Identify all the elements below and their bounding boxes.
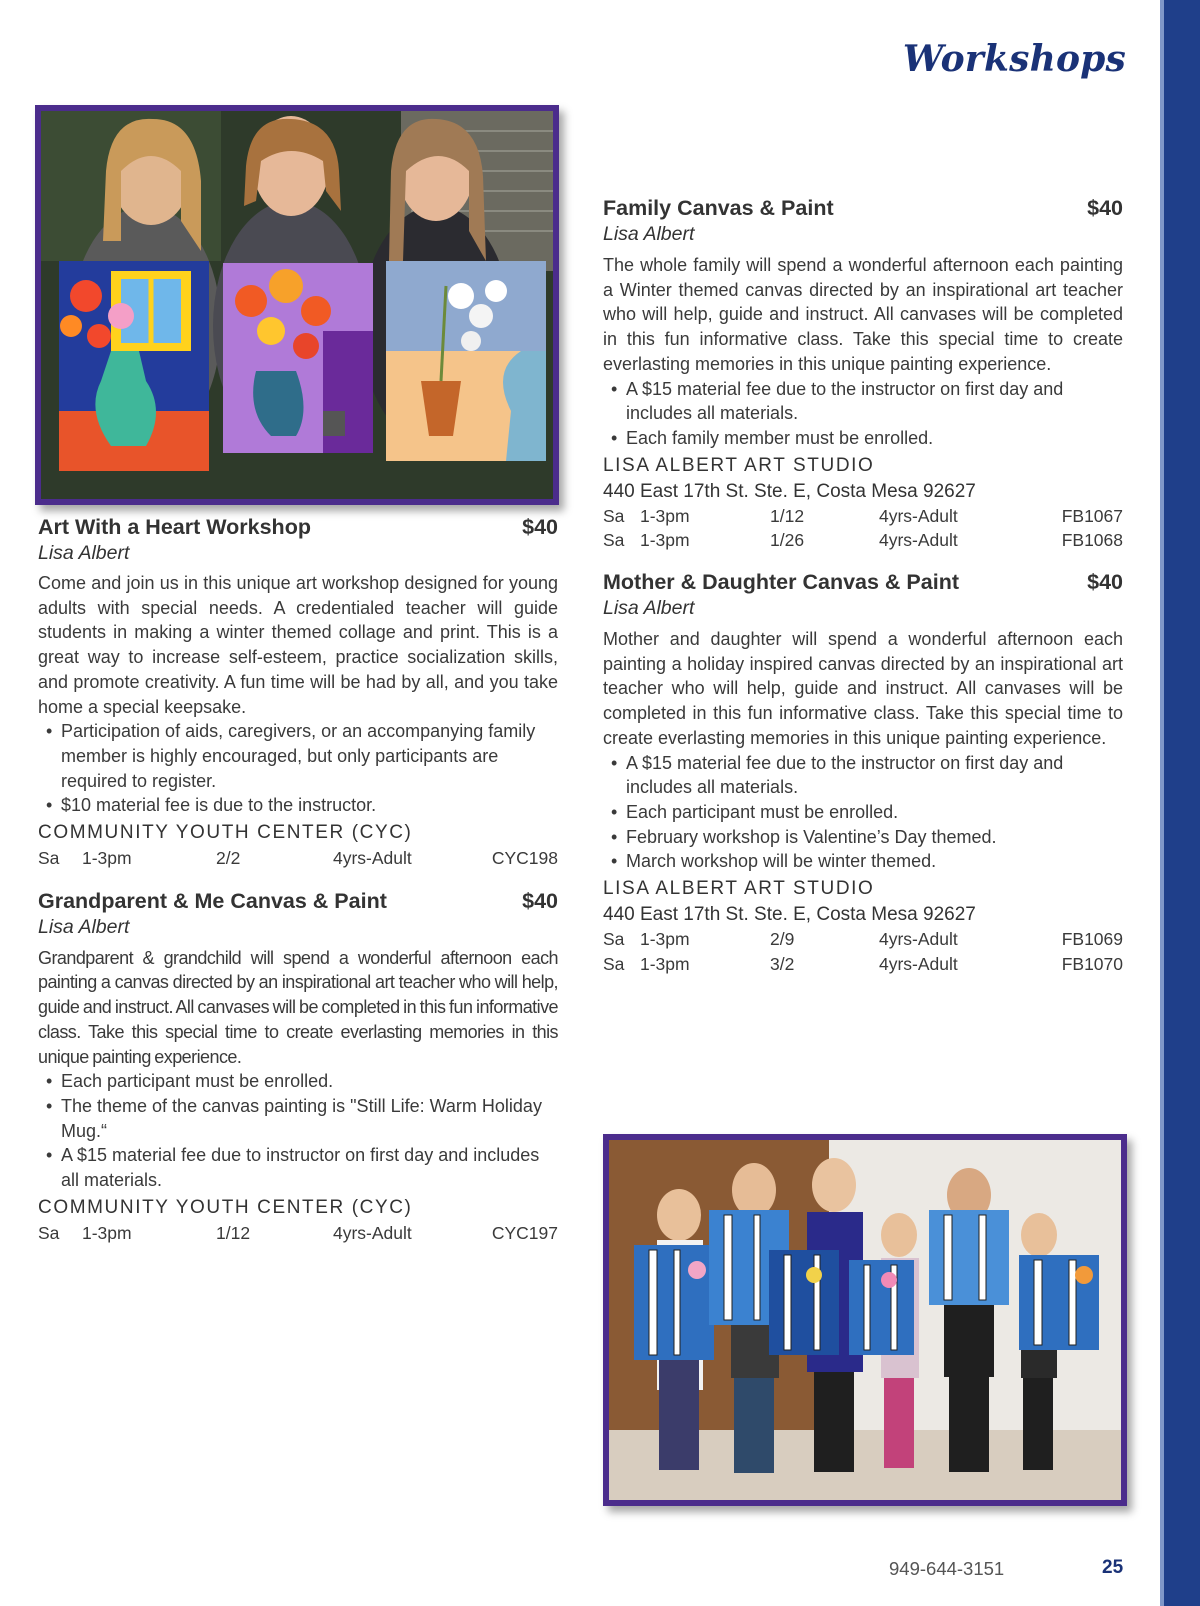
course-location: COMMUNITY YOUTH CENTER (CYC) <box>38 1196 413 1218</box>
session-day: Sa <box>603 530 625 551</box>
schedule-row <box>38 846 558 871</box>
course-schedule <box>603 504 1123 553</box>
schedule-row <box>603 952 1123 977</box>
course-description: Come and join us in this unique art workshop designed for young adults with special needs. A credentialed teacher will guide students in making a winter themed collage and print. This is a great way to increase self-esteem, practice socialization skills, and promote creativity. A fun time will be had by all, and you take home a special keepsake. <box>38 573 558 717</box>
session-code: FB1068 <box>1061 530 1123 551</box>
session-date: 1/26 <box>770 530 805 551</box>
course-title: Grandparent & Me Canvas & Paint <box>38 888 387 913</box>
course-notes <box>603 377 1123 451</box>
course-title: Art With a Heart Workshop <box>38 515 311 539</box>
photo-illustration <box>609 1140 1121 1500</box>
course-header <box>603 195 1123 222</box>
page-number: 25 <box>1102 1557 1124 1578</box>
session-time: 1-3pm <box>640 929 690 950</box>
course-art-with-a-heart <box>38 514 558 871</box>
course-mother-and-daughter <box>603 569 1123 976</box>
column-right <box>603 195 1123 976</box>
course-instructor: Lisa Albert <box>38 542 130 564</box>
session-ages: 4yrs-Adult <box>879 530 958 551</box>
course-description: Mother and daughter will spend a wonderful afternoon each painting a holiday inspired canvas directed by an inspirational art teacher who will help, guide and instruct. All canvases will be completed in this fun informative class. Take this special time to create everlasting memories in this unique painting experience. <box>603 629 1123 748</box>
session-ages: 4yrs-Adult <box>879 953 958 974</box>
course-description: The whole family will spend a wonderful afternoon each painting a Winter themed canvas directed by an inspirational art teacher who will help, guide and instruct. All canvases will be completed in this fun informative class. Take this special time to create everlasting memories in this unique painting experience. <box>603 255 1123 374</box>
course-location: LISA ALBERT ART STUDIO <box>603 454 875 476</box>
course-title: Family Canvas & Paint <box>603 196 834 220</box>
course-note: • The theme of the canvas painting is "Still Life: Warm Holiday Mug.“ <box>38 1094 558 1143</box>
course-note: • $10 material fee is due to the instructor. <box>38 793 558 818</box>
course-location: COMMUNITY YOUTH CENTER (CYC) <box>38 822 413 844</box>
session-date: 2/2 <box>216 848 241 869</box>
workshop-photo-adults <box>35 105 559 505</box>
course-header <box>38 514 558 541</box>
course-notes <box>38 719 558 818</box>
session-code: CYC198 <box>491 848 558 869</box>
course-location: LISA ALBERT ART STUDIO <box>603 878 875 900</box>
course-note: • Participation of aids, caregivers, or an accompanying family member is highly encouraged, but only participants are required to register. <box>38 719 558 793</box>
course-header <box>603 569 1123 596</box>
session-day: Sa <box>603 953 625 974</box>
session-code: FB1069 <box>1061 929 1123 950</box>
course-note: • March workshop will be winter themed. <box>603 849 1123 874</box>
session-date: 3/2 <box>770 953 795 974</box>
course-notes <box>603 751 1123 875</box>
course-price: $40 <box>1087 196 1123 220</box>
course-note: • A $15 material fee due to the instructor on first day and includes all materials. <box>603 751 1123 800</box>
session-date: 2/9 <box>770 929 795 950</box>
course-instructor: Lisa Albert <box>603 223 695 245</box>
session-date: 1/12 <box>216 1222 251 1243</box>
session-ages: 4yrs-Adult <box>879 929 958 950</box>
course-header <box>38 888 558 915</box>
schedule-row <box>603 528 1123 553</box>
column-left <box>38 514 558 1245</box>
session-time: 1-3pm <box>640 530 690 551</box>
course-description: Grandparent & grandchild will spend a wonderful afternoon each painting a canvas directed by an inspirational art teacher who will help, guide and instruct. All canvases will be completed in this fun informative class. Take this special time to create everlasting memories in this unique painting experience. <box>38 947 558 1067</box>
course-grandparent-and-me <box>38 888 558 1246</box>
session-code: FB1067 <box>1061 505 1123 526</box>
footer-phone: 949-644-3151 <box>889 1558 1005 1579</box>
schedule-row <box>38 1221 558 1246</box>
course-price: $40 <box>1087 570 1123 594</box>
session-day: Sa <box>603 929 625 950</box>
session-day: Sa <box>603 505 625 526</box>
course-schedule <box>603 927 1123 976</box>
photo-illustration <box>41 111 553 499</box>
session-day: Sa <box>38 848 60 869</box>
schedule-row <box>603 927 1123 952</box>
course-note: • February workshop is Valentine’s Day themed. <box>603 825 1123 850</box>
session-time: 1-3pm <box>640 953 690 974</box>
course-address: 440 East 17th St. Ste. E, Costa Mesa 92627 <box>603 480 976 502</box>
course-price: $40 <box>522 515 558 539</box>
course-schedule <box>38 846 558 871</box>
course-address: 440 East 17th St. Ste. E, Costa Mesa 92627 <box>603 904 976 926</box>
session-time: 1-3pm <box>82 1222 132 1243</box>
session-date: 1/12 <box>770 505 805 526</box>
course-note: • Each participant must be enrolled. <box>603 800 1123 825</box>
course-instructor: Lisa Albert <box>38 915 130 938</box>
session-time: 1-3pm <box>640 505 690 526</box>
schedule-row <box>603 504 1123 529</box>
course-note: • Each family member must be enrolled. <box>603 426 1123 451</box>
session-code: FB1070 <box>1061 953 1123 974</box>
course-title: Mother & Daughter Canvas & Paint <box>603 570 959 594</box>
session-ages: 4yrs-Adult <box>333 1222 412 1243</box>
course-note: • A $15 material fee due to the instructor on first day and includes all materials. <box>603 377 1123 426</box>
session-day: Sa <box>38 1222 60 1243</box>
course-note: • A $15 material fee due to instructor on first day and includes all materials. <box>38 1143 558 1192</box>
course-instructor: Lisa Albert <box>603 597 695 619</box>
course-price: $40 <box>522 888 558 913</box>
course-schedule <box>38 1221 558 1246</box>
session-time: 1-3pm <box>82 848 132 869</box>
course-notes <box>38 1069 558 1193</box>
session-code: CYC197 <box>491 1222 558 1243</box>
sidebar-color-bar <box>1164 0 1200 1606</box>
session-ages: 4yrs-Adult <box>879 505 958 526</box>
session-ages: 4yrs-Adult <box>333 848 412 869</box>
page-title: Workshops <box>902 38 1126 80</box>
workshop-photo-families <box>603 1134 1127 1506</box>
course-note: • Each participant must be enrolled. <box>38 1069 558 1094</box>
course-family-canvas <box>603 195 1123 553</box>
